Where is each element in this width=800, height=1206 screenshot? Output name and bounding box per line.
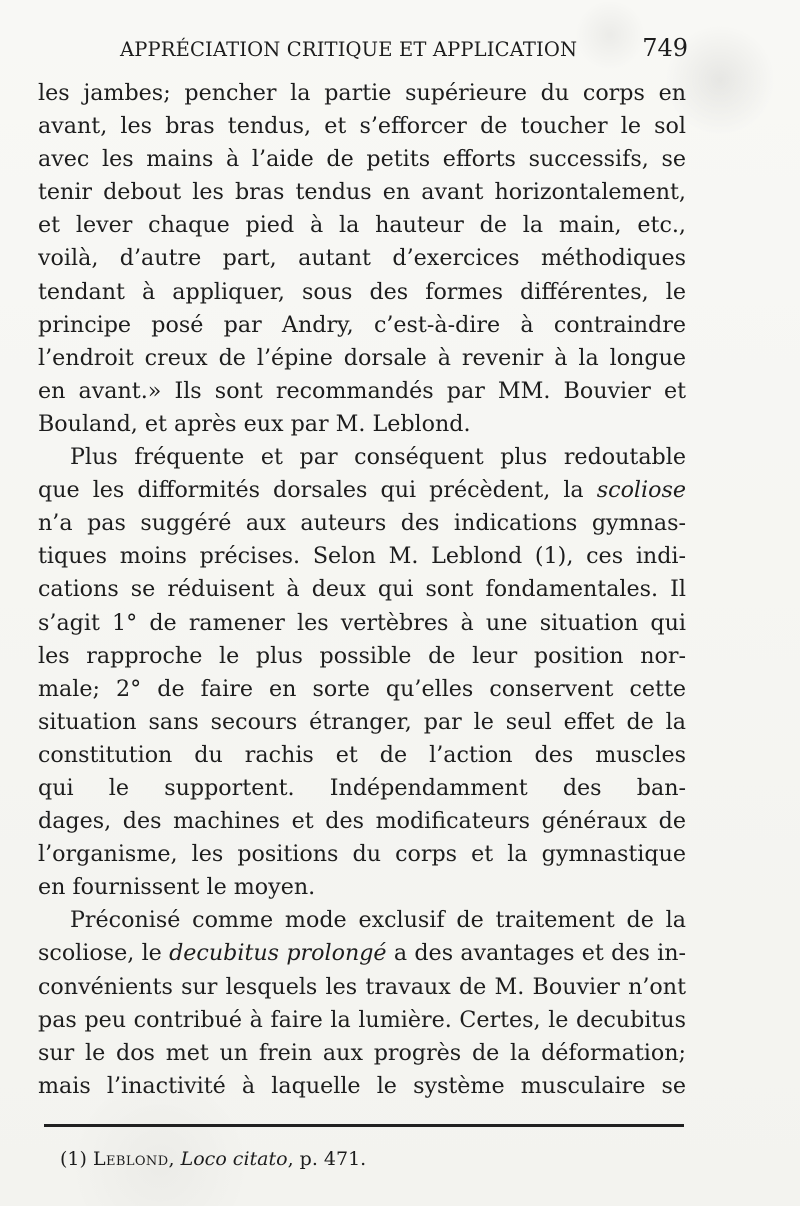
text-line-23: dages, des machines et des modificateurs généraux de — [38, 808, 686, 835]
text-line-21: constitution du rachis et de l’action des muscles — [38, 741, 686, 768]
footnote-marker: (1) — [60, 1148, 87, 1170]
footnote-page-ref: p. 471. — [299, 1148, 367, 1170]
text-line-13-before: que les difformités dorsales qui précèdent, la — [38, 477, 597, 504]
text-line-8: principe posé par Andry, c’est-à-dire à contraindre — [38, 311, 686, 338]
text-line-6: voilà, d’autre part, autant d’exercices méthodiques — [38, 245, 686, 272]
text-line-19: male; 2° de faire en sorte qu’elles conservent cette — [38, 675, 686, 702]
text-line-1: les jambes; pencher la partie supérieure du corps en — [38, 80, 686, 106]
text-line-27-before: scoliose, le — [38, 940, 170, 967]
text-line-25: en fournissent le moyen. — [38, 874, 316, 901]
text-line-9: l’endroit creux de l’épine dorsale à revenir à la longue — [38, 344, 686, 371]
text-line-10: en avant.» Ils sont recommandés par MM. Bouvier et — [38, 377, 686, 404]
page-header — [60, 34, 688, 66]
text-line-17: s’agit 1° de ramener les vertèbres à une situation qui — [38, 609, 686, 636]
text-line-14: n’a pas suggéré aux auteurs des indications gymnas- — [38, 510, 686, 537]
running-head: APPRÉCIATION CRITIQUE ET APPLICATION — [120, 38, 578, 61]
footnote-comma-2: , — [287, 1148, 300, 1170]
text-line-11: Bouland, et après eux par M. Leblond. — [38, 410, 471, 437]
text-line-7: tendant à appliquer, sous des formes différentes, le — [38, 278, 686, 305]
footnote-citation: Loco citato — [180, 1148, 288, 1170]
scoliose-italic: scoliose — [596, 477, 686, 504]
footnote-rule — [44, 1124, 684, 1127]
decubitus-prolonge-italic: decubitus prolongé — [169, 940, 387, 967]
text-line-26: Préconisé comme mode exclusif de traitement de la — [70, 907, 686, 934]
text-line-15: tiques moins précises. Selon M. Leblond (1), ces indi- — [38, 543, 686, 570]
text-line-4: tenir debout les bras tendus en avant horizontalement, — [38, 179, 686, 206]
body-text — [38, 77, 686, 1103]
text-line-27-after: a des avantages et des in- — [386, 940, 686, 967]
text-line-29: pas peu contribué à faire la lumière. Certes, le decubitus — [38, 1006, 686, 1033]
text-line-24: l’organisme, les positions du corps et la gymnastique — [38, 841, 686, 868]
text-line-20: situation sans secours étranger, par le seul effet de la — [38, 708, 686, 735]
text-line-12: Plus fréquente et par conséquent plus redoutable — [70, 444, 686, 471]
footnote — [60, 1148, 366, 1170]
text-line-5: et lever chaque pied à la hauteur de la main, etc., — [38, 212, 686, 239]
text-line-3: avec les mains à l’aide de petits efforts successifs, se — [38, 146, 686, 173]
footnote-author: Leblond — [92, 1148, 169, 1170]
text-line-18: les rapproche le plus possible de leur position nor- — [38, 642, 686, 669]
text-line-31: mais l’inactivité à laquelle le système musculaire se — [38, 1072, 686, 1099]
text-line-27 — [38, 937, 686, 970]
text-line-22: qui le supportent. Indépendamment des ban- — [38, 774, 686, 801]
text-line-16: cations se réduisent à deux qui sont fondamentales. Il — [38, 576, 686, 603]
page-number: 749 — [642, 34, 688, 62]
text-line-30: sur le dos met un frein aux progrès de la déformation; — [38, 1039, 686, 1066]
text-line-2: avant, les bras tendus, et s’efforcer de toucher le sol — [38, 113, 686, 140]
text-line-13 — [38, 474, 686, 507]
text-line-28: convénients sur lesquels les travaux de M. Bouvier n’ont — [38, 973, 686, 1000]
footnote-comma-1: , — [168, 1148, 181, 1170]
